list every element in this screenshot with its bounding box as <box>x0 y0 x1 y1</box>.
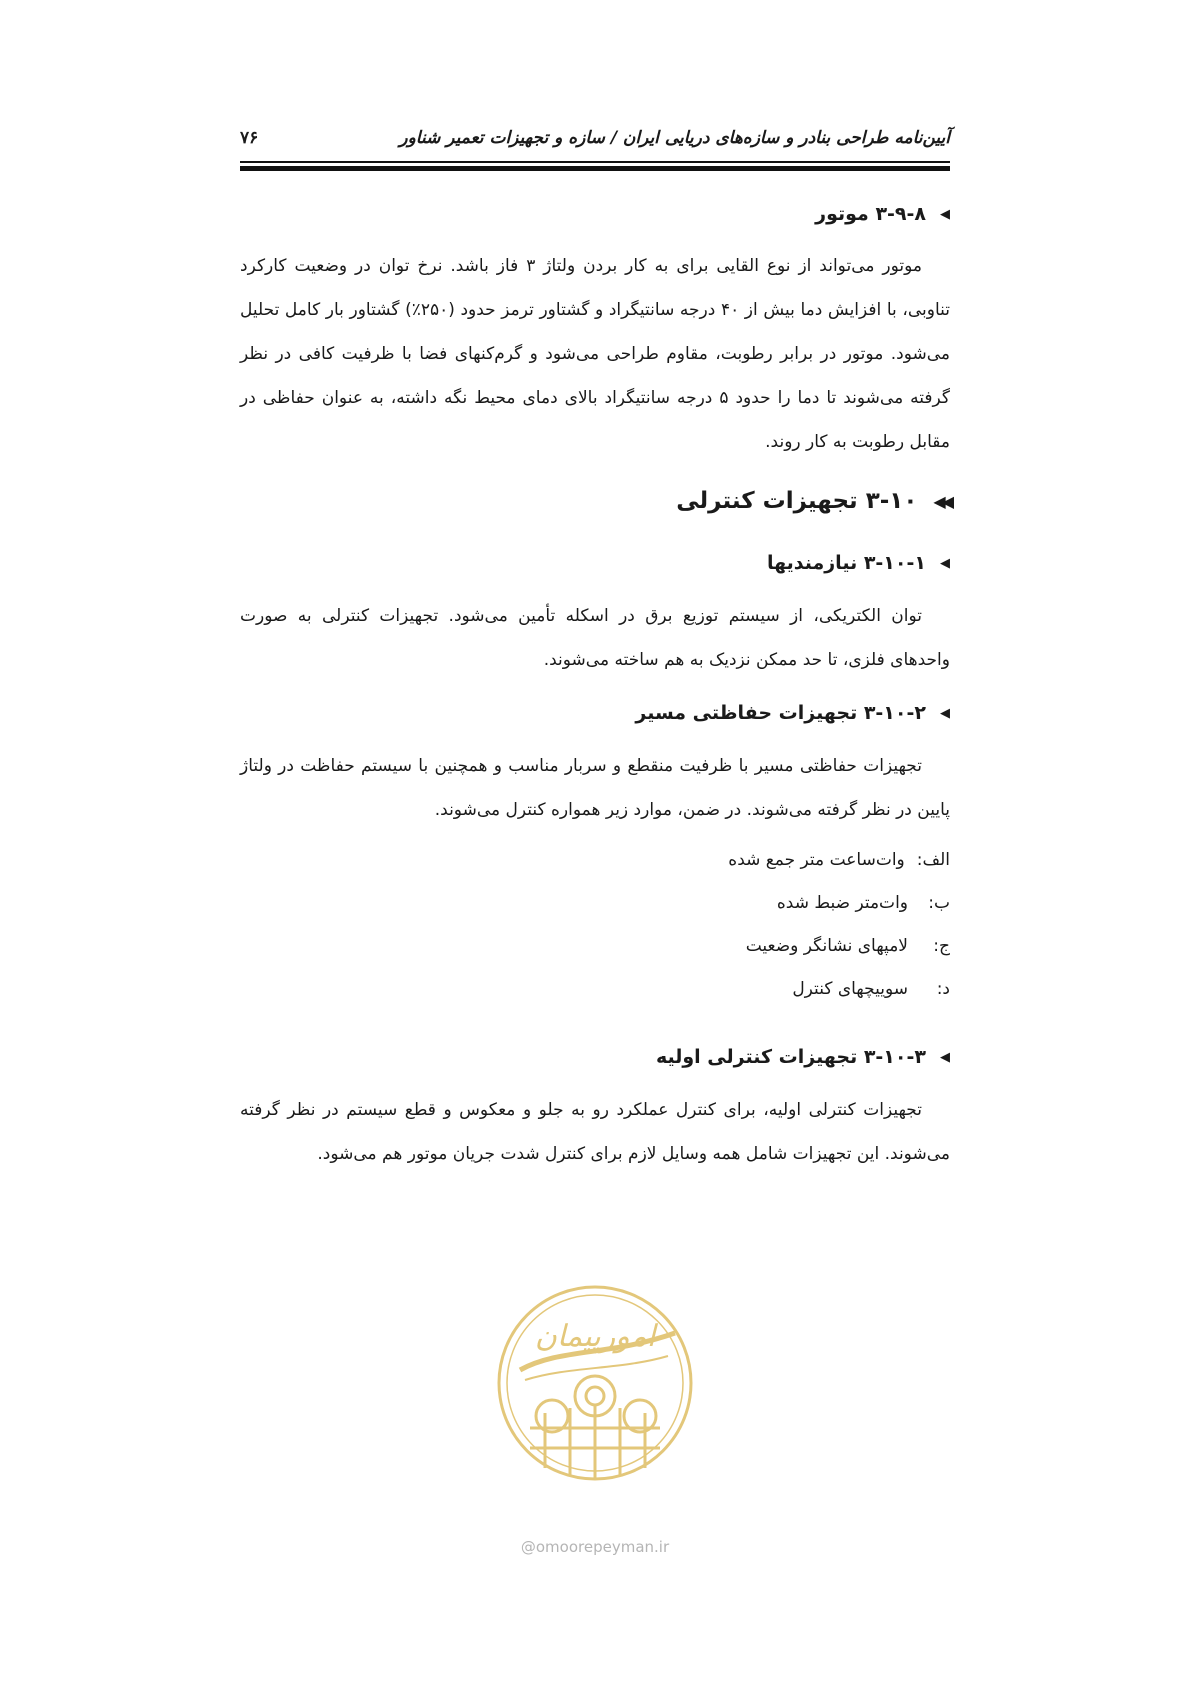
triangle-marker-icon: ◀ <box>940 706 950 721</box>
watermark-caption: @omoorepeyman.ir <box>520 1538 670 1556</box>
paragraph-primary-control: تجهیزات کنترلی اولیه، برای کنترل عملکرد رو به جلو و معکوس و قطع سیستم در نظر گرفته می‌شوند. این تجهیزات شامل همه وسایل لازم برای کنترل شدت جریان موتور هم می‌شود. <box>240 1100 950 1164</box>
triangle-marker-icon: ◀ <box>940 207 950 222</box>
watermark-logo <box>490 1278 700 1488</box>
paragraph-motor: موتور می‌تواند از نوع القایی برای به کار بردن ولتاژ ۳ فاز باشد. نرخ توان در وضعیت کارکرد تناوبی، با افزایش دما بیش از ۴۰ درجه سانتیگراد و گشتاور ترمز حدود (۲۵۰٪) گشتاور بار کامل تحلیل می‌شود. موتور در برابر رطوبت، مقاوم طراحی می‌شود و گرم‌کنهای فضا با ظرفیت کافی در نظر گرفته می‌شوند تا دما را حدود ۵ درجه سانتیگراد بالای دمای محیط نگه داشته، به عنوان حفاظی در مقابل رطوبت به کار روند. <box>240 256 951 452</box>
header-title: آیین‌نامه طراحی بنادر و سازه‌های دریایی ایران / سازه و تجهیزات تعمیر شناور <box>399 128 950 148</box>
seal-icon <box>490 1278 700 1488</box>
page-number: ۷۶ <box>240 128 259 148</box>
paragraph-circuit-protection: تجهیزات حفاظتی مسیر با ظرفیت منقطع و سربار مناسب و همچنین با سیستم حفاظت در ولتاژ پایین در نظر گرفته می‌شوند. در ضمن، موارد زیر همواره کنترل می‌شوند. <box>240 756 950 820</box>
triangle-marker-icon: ◀ <box>940 556 950 571</box>
double-triangle-marker-icon: ◀◀ <box>933 492 950 511</box>
header-rule-thin <box>240 161 950 163</box>
list-item: د:سوییچهای کنترل <box>792 979 950 999</box>
header-rule-thick <box>240 166 950 171</box>
heading-control-equipment: ◀◀۳-۱۰ تجهیزات کنترلی <box>676 488 950 514</box>
triangle-marker-icon: ◀ <box>940 1050 950 1065</box>
heading-circuit-protection: ◀۳-۱۰-۲ تجهیزات حفاظتی مسیر <box>635 702 950 724</box>
running-header <box>240 128 950 158</box>
heading-motor: ◀۳-۹-۸ موتور <box>815 203 950 225</box>
list-item: الف:وات‌ساعت متر جمع شده <box>728 850 950 870</box>
heading-requirements: ◀۳-۱۰-۱ نیازمندیها <box>766 552 950 574</box>
list-item: ج:لامپهای نشانگر وضعیت <box>745 936 950 956</box>
watermark-logo-text: امورپیمان <box>534 1319 656 1354</box>
heading-primary-control: ◀۳-۱۰-۳ تجهیزات کنترلی اولیه <box>655 1046 950 1068</box>
list-item: ب:وات‌متر ضبط شده <box>776 893 950 913</box>
paragraph-requirements: توان الکتریکی، از سیستم توزیع برق در اسکله تأمین می‌شود. تجهیزات کنترلی به صورت واحدهای فلزی، تا حد ممکن نزدیک به هم ساخته می‌شوند. <box>240 606 950 670</box>
